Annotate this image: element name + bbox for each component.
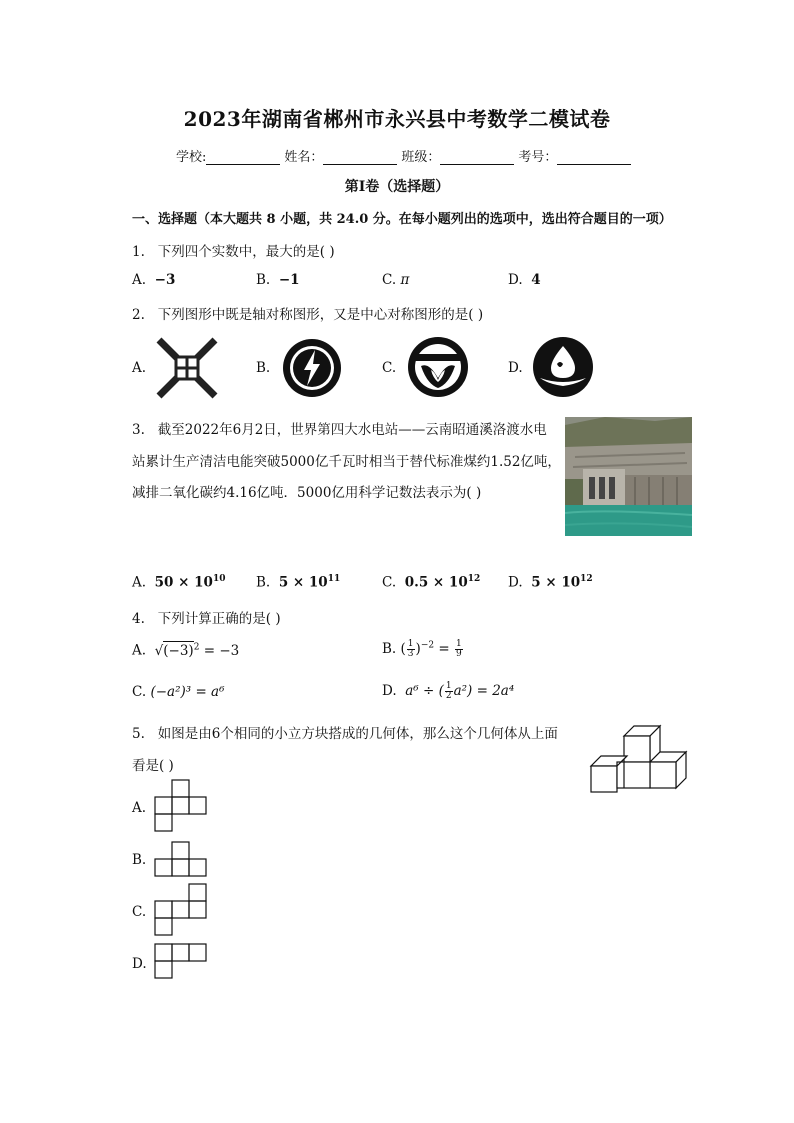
question-4 [132, 607, 281, 627]
name-label: 姓名： [284, 150, 324, 165]
option-base: 5 × 10 [531, 574, 581, 591]
q4-option-a[interactable] [132, 642, 239, 659]
option-value: 4 [531, 272, 541, 288]
volume-heading: 第Ⅰ卷（选择题） [344, 179, 450, 195]
question-text-line1: 截至2022年6月2日，世界第四大水电站——云南昭通溪洛渡水电 [157, 422, 547, 438]
option-label: A. [132, 642, 147, 659]
exam-no-blank[interactable] [557, 150, 631, 165]
question-text-line2: 看是( ) [132, 758, 174, 774]
top-view-d-figure [154, 942, 210, 982]
q4-option-d[interactable]: D. a⁶ ÷ ( $\frac{1}{2}$ a²) = 2a⁴ [382, 681, 515, 701]
q4-option-b[interactable] [382, 640, 464, 659]
fraction-expression: ( $\frac{1}{3}$ )$^{-2}$ = $\frac{1}{9}$ [400, 639, 462, 659]
question-number: 3. [132, 422, 145, 438]
option-base: 5 × 10 [278, 574, 328, 591]
water-drop-circle-icon [530, 334, 596, 400]
option-pre: a⁶ ÷ ( [405, 683, 444, 699]
school-label: 学校: [176, 150, 207, 165]
option-label: D. [508, 574, 523, 591]
option-value: π [400, 272, 410, 288]
question-1 [132, 240, 335, 260]
option-value: (−a²)³ = a⁶ [150, 684, 225, 700]
q5-option-c[interactable]: C. [132, 904, 147, 920]
q4-option-c[interactable] [132, 684, 225, 700]
question-number: 2. [132, 307, 145, 323]
q3-option-c[interactable] [382, 574, 480, 591]
option-label: C. [382, 574, 397, 591]
option-exponent: 10 [212, 574, 226, 584]
leaf-circle-icon [405, 334, 471, 400]
class-blank[interactable] [440, 150, 514, 165]
q2-option-a[interactable]: A. [132, 360, 147, 376]
option-label: B. [382, 641, 397, 657]
q2-option-c[interactable]: C. [382, 360, 397, 376]
option-label: C. [132, 684, 147, 700]
question-text: 下列四个实数中，最大的是( ) [157, 244, 335, 260]
question-text-line2: 站累计生产清洁电能突破5000亿千瓦时相当于替代标准煤约1.52亿吨， [132, 454, 561, 470]
option-base: 0.5 × 10 [404, 574, 468, 591]
q5-option-b[interactable]: B. [132, 852, 147, 868]
option-rest: = −3 [203, 642, 240, 659]
option-label: D. [508, 272, 523, 288]
question-text-line1: 如图是由6个相同的小立方块搭成的几何体，那么这个几何体从上面 [157, 726, 558, 742]
q5-option-a[interactable]: A. [132, 800, 147, 816]
question-text: 下列计算正确的是( ) [157, 611, 281, 627]
school-blank[interactable] [206, 150, 280, 165]
option-rest: = [438, 641, 454, 657]
option-value: −3 [154, 272, 176, 288]
x-cross-icon [155, 336, 219, 400]
question-3 [132, 418, 547, 438]
question-2 [132, 303, 483, 323]
exam-title: 2023年湖南省郴州市永兴县中考数学二模试卷 [183, 107, 611, 131]
q2-option-d[interactable]: D. [508, 360, 523, 376]
question-number: 4. [132, 611, 145, 627]
student-info-line [176, 146, 635, 165]
top-view-c-figure [154, 882, 210, 938]
q1-option-d[interactable] [508, 272, 541, 288]
cube-solid-figure [588, 722, 692, 794]
name-blank[interactable] [323, 150, 397, 165]
question-5 [132, 722, 558, 742]
top-view-b-figure [154, 840, 210, 880]
option-base: 50 × 10 [154, 574, 213, 591]
option-label: C. [382, 272, 397, 288]
q3-option-b[interactable] [256, 574, 340, 591]
option-label: A. [132, 574, 147, 591]
option-value: −1 [278, 272, 300, 288]
option-label: A. [132, 272, 147, 288]
question-number: 1. [132, 244, 145, 260]
question-text-line3: 减排二氧化碳约4.16亿吨．5000亿用科学记数法表示为( ) [132, 485, 482, 501]
top-view-a-figure [154, 778, 210, 834]
q5-option-d[interactable]: D. [132, 956, 147, 972]
q1-option-b[interactable] [256, 272, 300, 288]
exam-no-label: 考号： [518, 150, 558, 165]
option-exponent: 11 [327, 574, 341, 584]
q1-option-a[interactable] [132, 272, 175, 288]
option-post: a²) = 2a⁴ [453, 683, 515, 699]
question-number: 5. [132, 726, 145, 742]
option-exponent: 12 [580, 574, 593, 584]
q2-option-b[interactable]: B. [256, 360, 271, 376]
q3-option-d[interactable] [508, 574, 593, 591]
hydropower-dam-photo [565, 417, 692, 536]
option-label: B. [256, 574, 271, 591]
section-heading: 一、选择题（本大题共 8 小题，共 24.0 分。在每小题列出的选项中，选出符合题目的一项） [132, 212, 672, 227]
option-label: D. [382, 683, 397, 699]
q3-option-a[interactable] [132, 574, 225, 591]
lightning-circle-icon [280, 336, 344, 400]
radicand: (−3) [163, 642, 194, 659]
class-label: 班级： [401, 150, 441, 165]
option-label: B. [256, 272, 271, 288]
sqrt-expression: $√(-3)^2 = -3$ [154, 642, 240, 659]
option-exponent: 12 [467, 574, 481, 584]
q1-option-c[interactable] [382, 272, 409, 288]
question-text: 下列图形中既是轴对称图形，又是中心对称图形的是( ) [157, 307, 484, 323]
